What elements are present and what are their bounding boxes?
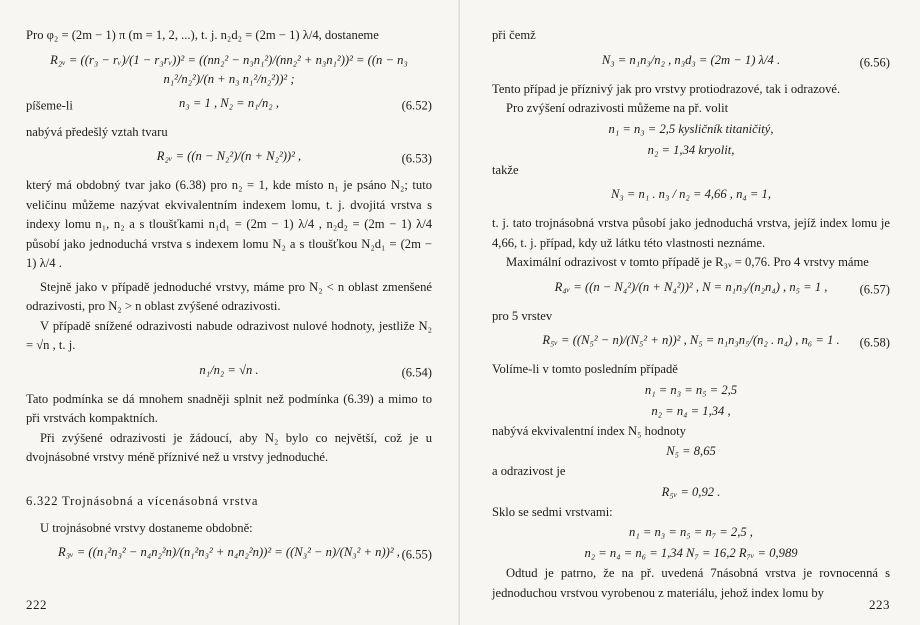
paragraph: Tento případ je příznivý jak pro vrstvy protiodrazové, tak i odrazové. xyxy=(492,81,841,96)
equation-number: (6.53) xyxy=(401,151,432,166)
list-item: n₁ = n₃ = 2,5 kysličník titaničitý, xyxy=(608,121,774,136)
paragraph: nabývá předešlý vztah tvaru xyxy=(26,124,168,139)
paragraph: pro 5 vrstev xyxy=(492,308,553,323)
equation-text: n₃ = 1 , N₂ = n₁/n₂ , xyxy=(179,95,279,110)
paragraph: Pro zvýšení odrazivosti můžeme na př. volit xyxy=(506,101,729,115)
paragraph: při čemž xyxy=(492,28,536,42)
paragraph: Sklo se sedmi vrstvami: xyxy=(492,504,613,519)
paragraph: který má obdobný tvar jako (6.38) pro n₂ = 1, kde místo n₁ je psáno N₂; tuto veličinu můžeme nazývat ekvivalentním indexem lomu, t. j. dvojitá vrstva s indexy lomu n₁, n₂ a s tloušťkami n₁d₁ = (2m − 1) λ/4 , n₂d₂ = (2m − 1) λ/4 působí jako jednoduchá vrstva s indexem lomu N₂ a s tloušťkou N₂d₁ = (2m − 1) λ/4 . xyxy=(26,178,432,270)
paragraph: Při zvýšené odrazivosti je žádoucí, aby N₂ bylo co největší, což je u dvojnásobné vrstvy méně příznivé než u vrstvy jednoduché. xyxy=(26,430,432,464)
equation-n3 xyxy=(492,185,890,209)
paragraph: Pro φ₂ = (2m − 1) π (m = 1, 2, ...), t. j. n₂d₂ = (2m − 1) λ/4, dostaneme xyxy=(26,28,379,42)
equation-text: N₃ = n₁n₃/n₂ , n₃d₃ = (2m − 1) λ/4 . xyxy=(601,52,781,67)
value-list xyxy=(492,522,890,564)
value-list xyxy=(492,380,890,422)
equation-text: R₃ᵥ = ((n₁²n₃² − n₄n₂²n)/(n₁²n₃² + n₄n₂²n))² = ((N₃² − n)/(N₃² + n))² , xyxy=(58,545,400,559)
equation-number: (6.54) xyxy=(401,365,432,379)
list-item: n₂ = n₄ = 1,34 , xyxy=(651,403,731,418)
equation-6-57 xyxy=(492,278,890,302)
value-list xyxy=(492,119,890,161)
list-item: n₁ = n₃ = n₅ = 2,5 xyxy=(644,382,738,397)
paragraph: t. j. tato trojnásobná vrstva působí jako jednoduchá vrstva, jejíž index lomu je 4,66, t. j. případ, kdy už látku této vlastnosti neznáme. xyxy=(492,216,890,250)
equation-6-53 xyxy=(26,147,432,171)
equation-text: R₂ᵥ = ((r₃ − rᵥ)/(1 − r₃rᵥ))² = ((nn₂² − n₃n₁²)/(nn₂² + n₃n₁²))² = ((n − n₃ n₁²/n₂²)/(n + n₃ n₁²/n₂²))² ; xyxy=(50,52,408,86)
page-number: 223 xyxy=(869,597,890,612)
paragraph: U trojnásobné vrstvy dostaneme obdobně: xyxy=(40,520,253,535)
equation-6-54 xyxy=(26,361,432,385)
paragraph: Maximální odrazivost v tomto případě je R₃ᵥ = 0,76. Pro 4 vrstvy máme xyxy=(506,255,869,269)
equation-6-56 xyxy=(492,51,890,75)
list-item: n₂ = n₄ = n₆ = 1,34 N₇ = 16,2 R₇ᵥ = 0,989 xyxy=(584,546,798,560)
equation-text: R₄ᵥ = ((n − N₄²)/(n + N₄²))² , N = n₁n₃/(n₂n₄) , n₅ = 1 , xyxy=(554,279,828,294)
list-item: n₁ = n₃ = n₅ = n₇ = 2,5 , xyxy=(629,525,753,539)
equation-number: (6.55) xyxy=(401,547,432,562)
right-page xyxy=(460,0,920,625)
equation-6-58 xyxy=(492,331,890,355)
paragraph: Volíme-li v tomto posledním případě xyxy=(492,362,678,376)
equation-number: (6.52) xyxy=(401,98,432,112)
value-list xyxy=(492,482,890,503)
section-heading: 6.322 Trojnásobná a vícenásobná vrstva xyxy=(26,493,259,508)
equation-text: N₃ = n₁ . n₃ / n₂ = 4,66 , n₄ = 1, xyxy=(610,187,772,201)
equation-text: R₂ᵥ = ((n − N₂²)/(n + N₂²))² , xyxy=(156,149,302,163)
list-item: n₂ = 1,34 kryolit, xyxy=(647,142,735,157)
equation-6-52 xyxy=(26,94,432,118)
equation-text: R₅ᵥ = ((N₅² − n)/(N₅² + n))² , N₅ = n₁n₃n₅/(n₂ . n₄) , n₆ = 1 . xyxy=(542,333,840,347)
paragraph: nabývá ekvivalentní index N₅ hodnoty xyxy=(492,423,686,438)
equation-text: n₁/n₂ = √n . xyxy=(199,362,259,377)
equation-r2v xyxy=(26,51,432,89)
paragraph: V případě snížené odrazivosti nabude odrazivost nulové hodnoty, jestliže N₂ = √n , t. j. xyxy=(26,318,432,352)
value-list xyxy=(492,441,890,462)
equation-number: (6.57) xyxy=(859,282,890,296)
paragraph: a odrazivost je xyxy=(492,464,566,478)
equation-number: (6.56) xyxy=(859,55,890,69)
list-item: R₅ᵥ = 0,92 . xyxy=(661,484,721,499)
paragraph: Stejně jako v případě jednoduché vrstvy, máme pro N₂ < n oblast zmenšené odrazivosti, pro N₂ > n oblast zvýšené odrazivosti. xyxy=(26,279,432,313)
paragraph: Odtud je patrno, že na př. uvedená 7násobná vrstva je rovnocenná s jednoduchou vrstvou vyrobenou z materiálu, jehož index lomu by xyxy=(492,566,890,600)
equation-6-55 xyxy=(26,543,432,567)
equation-lead-text: píšeme-li xyxy=(26,98,73,112)
equation-number: (6.58) xyxy=(859,335,890,350)
paragraph: takže xyxy=(492,162,519,177)
list-item: N₅ = 8,65 xyxy=(666,444,716,458)
page-number: 222 xyxy=(26,597,47,612)
paragraph: Tato podmínka se dá mnohem snadněji splnit než podmínka (6.39) a mimo to při vrstvách kompaktních. xyxy=(26,391,432,425)
